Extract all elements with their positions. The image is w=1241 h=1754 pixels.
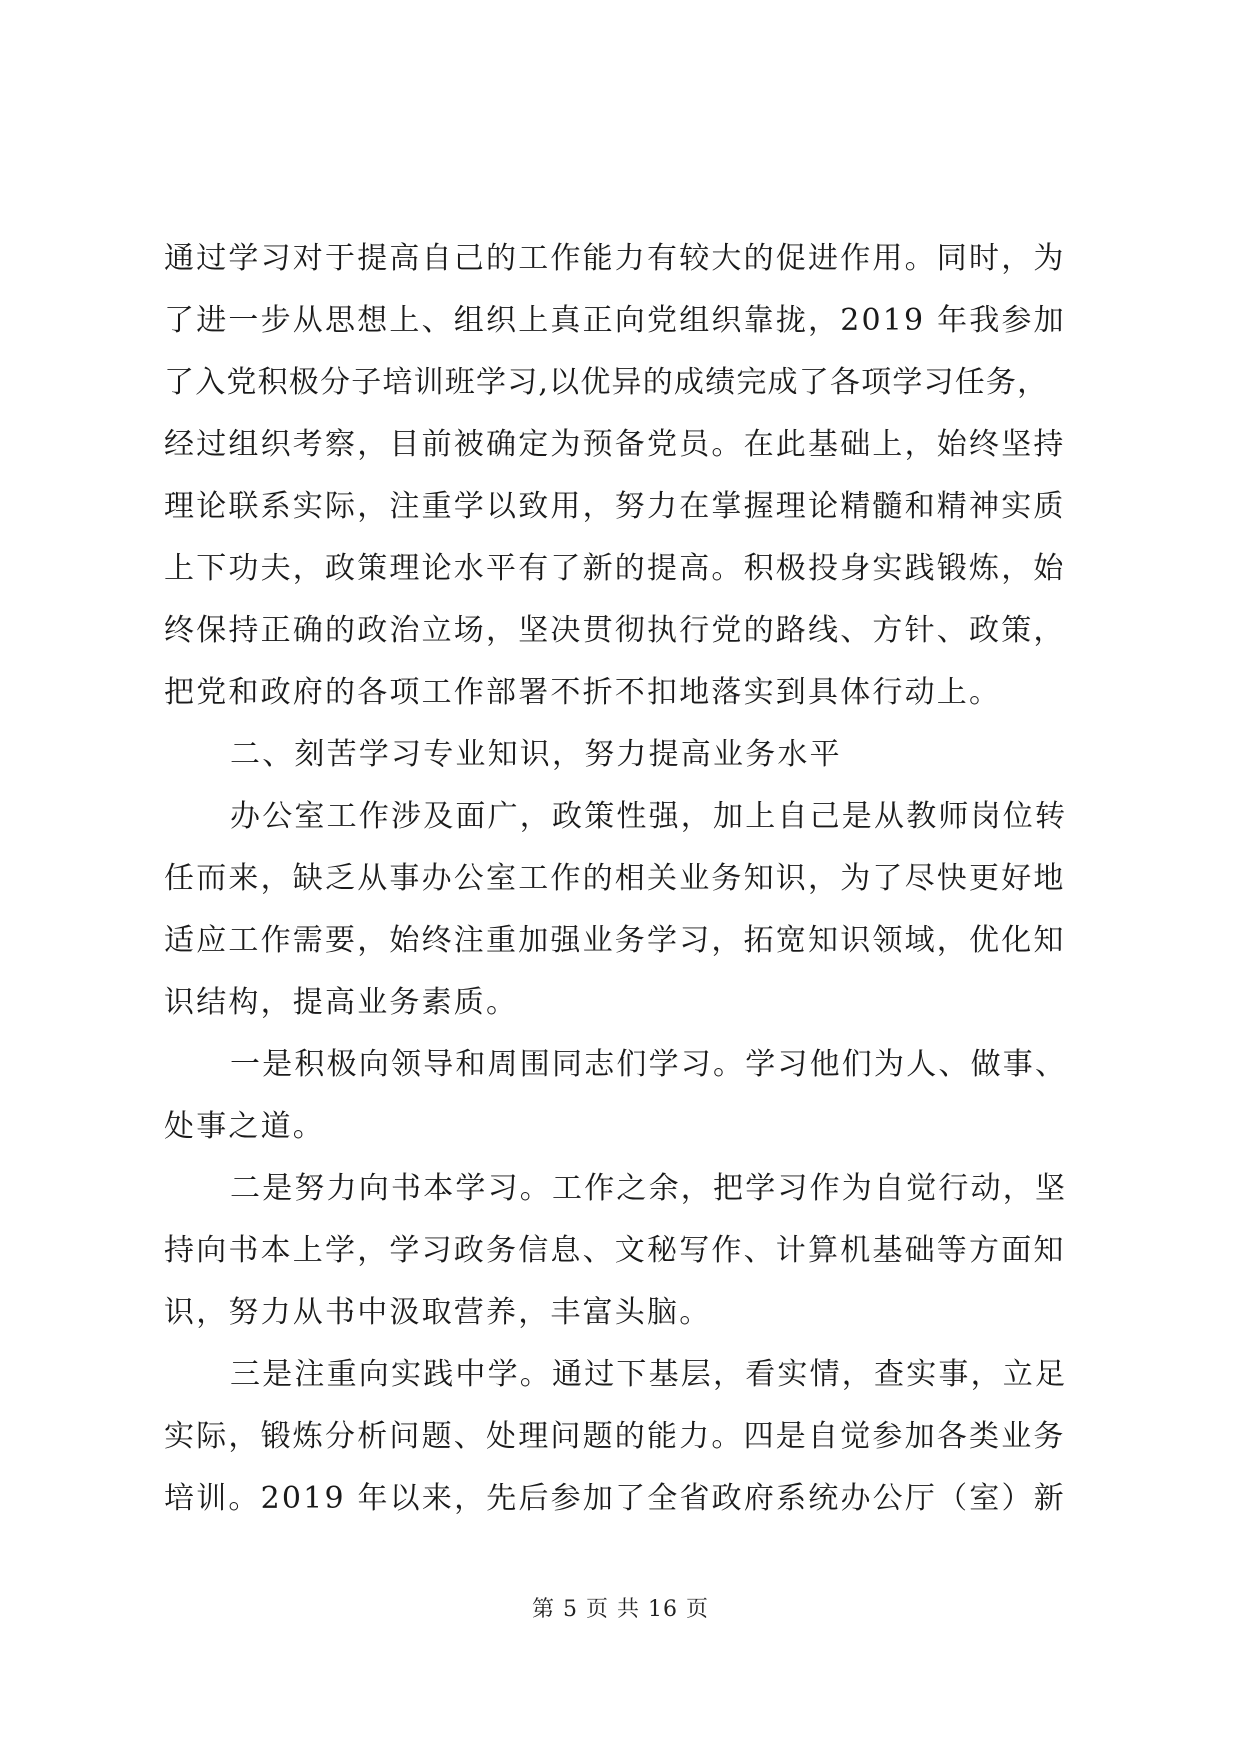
text-line-14: 一是积极向领导和周围同志们学习。学习他们为人、做事、 <box>230 1047 1068 1082</box>
text-line-6: 上下功夫，政策理论水平有了新的提高。积极投身实践锻炼，始 <box>164 551 1066 586</box>
text-line-21: 培训。2019 年以来，先后参加了全省政府系统办公厅（室）新 <box>164 1481 1066 1516</box>
text-line-12: 适应工作需要，始终注重加强业务学习，拓宽知识领域，优化知 <box>164 923 1066 958</box>
text-line-20: 实际，锻炼分析问题、处理问题的能力。四是自觉参加各类业务 <box>164 1419 1066 1454</box>
text-line-15: 处事之道。 <box>164 1109 325 1144</box>
text-line-7: 终保持正确的政治立场，坚决贯彻执行党的路线、方针、政策， <box>164 613 1066 648</box>
text-line-16: 二是努力向书本学习。工作之余，把学习作为自觉行动，坚 <box>230 1171 1068 1206</box>
text-line-11: 任而来，缺乏从事办公室工作的相关业务知识，为了尽快更好地 <box>164 861 1066 896</box>
text-line-13: 识结构，提高业务素质。 <box>164 985 519 1020</box>
text-line-10: 办公室工作涉及面广，政策性强，加上自己是从教师岗位转 <box>230 799 1068 834</box>
section-heading: 二、刻苦学习专业知识，努力提高业务水平 <box>230 737 842 772</box>
text-line-18: 识，努力从书中汲取营养，丰富头脑。 <box>164 1295 712 1330</box>
text-line-4: 经过组织考察，目前被确定为预备党员。在此基础上，始终坚持 <box>164 427 1066 462</box>
text-line-19: 三是注重向实践中学。通过下基层，看实情，查实事，立足 <box>230 1357 1068 1392</box>
text-line-1: 通过学习对于提高自己的工作能力有较大的促进作用。同时，为 <box>164 241 1066 276</box>
page-number-footer: 第 5 页 共 16 页 <box>532 1597 709 1622</box>
text-line-8: 把党和政府的各项工作部署不折不扣地落实到具体行动上。 <box>164 675 1002 710</box>
text-line-17: 持向书本上学，学习政务信息、文秘写作、计算机基础等方面知 <box>164 1233 1066 1268</box>
text-line-3: 了入党积极分子培训班学习,以优异的成绩完成了各项学习任务， <box>164 365 1049 400</box>
text-line-5: 理论联系实际，注重学以致用，努力在掌握理论精髓和精神实质 <box>164 489 1066 524</box>
text-line-2: 了进一步从思想上、组织上真正向党组织靠拢，2019 年我参加 <box>164 303 1066 338</box>
document-body <box>164 228 1124 1530</box>
